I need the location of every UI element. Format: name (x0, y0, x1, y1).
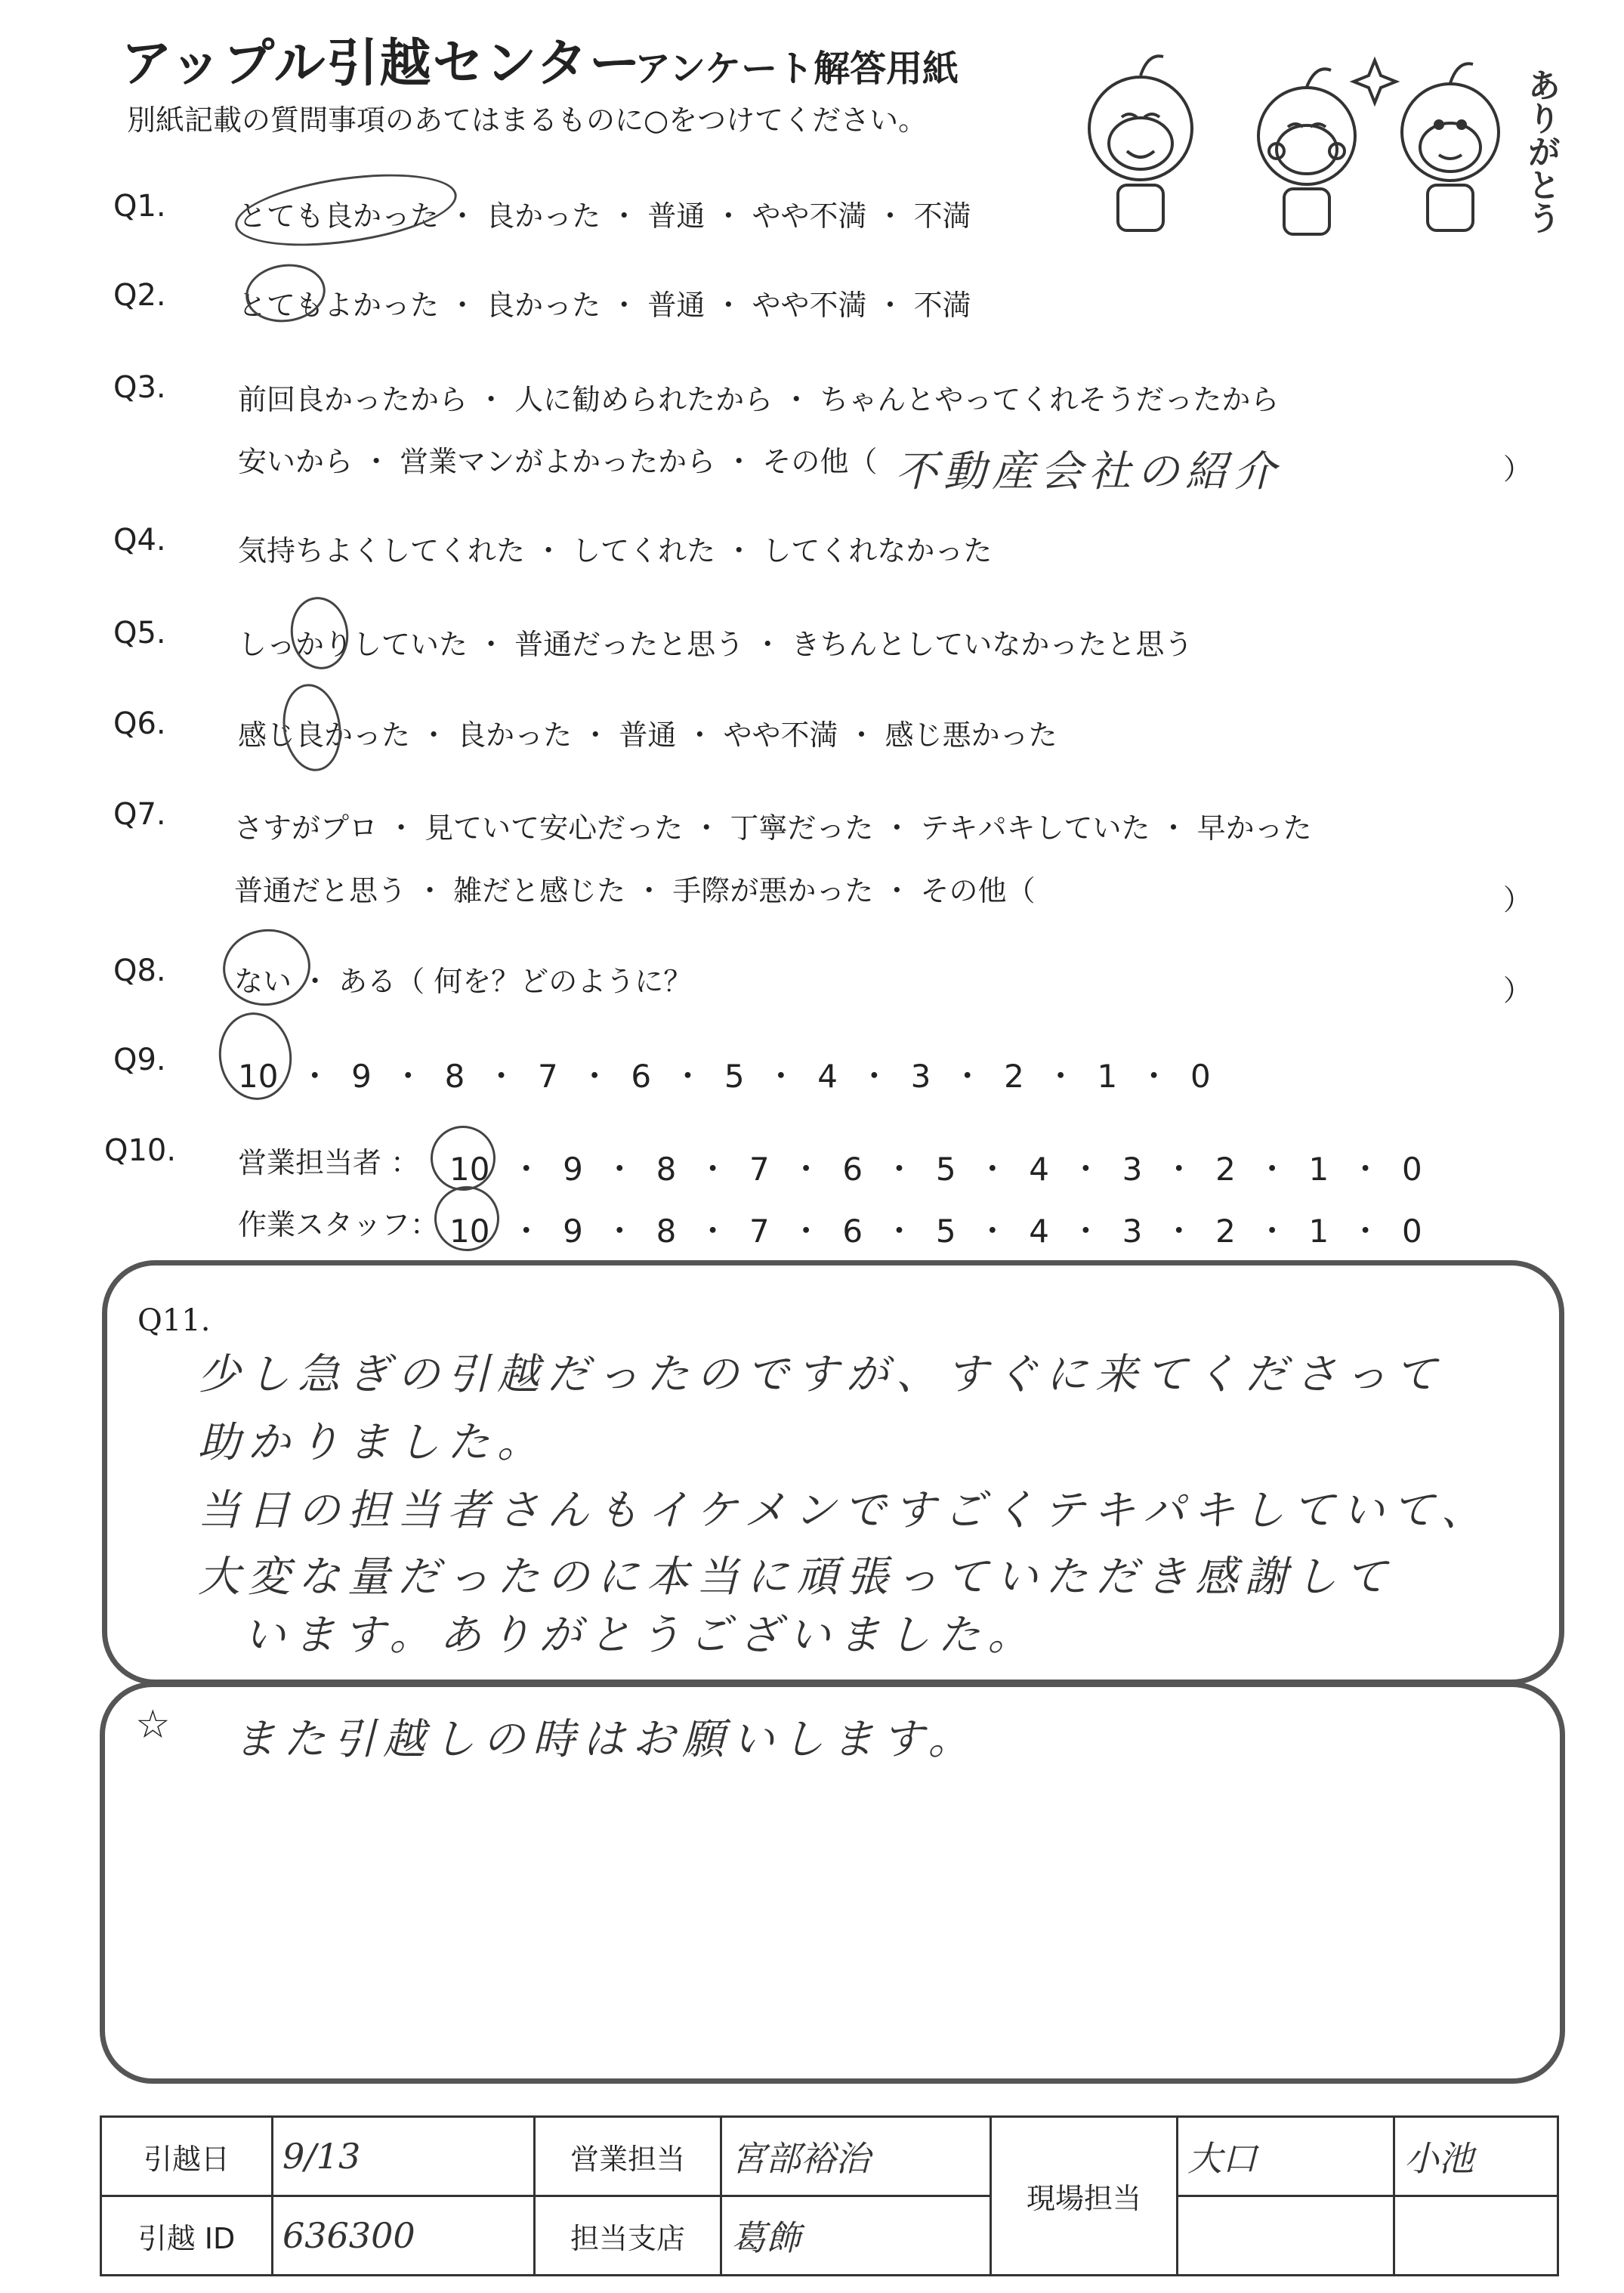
q10-staff-label: 作業スタッフ： (238, 1208, 440, 1241)
q11-comment-box (102, 1260, 1564, 1685)
q6-options: 感じ良かった ・ 良かった ・ 普通 ・ やや不満 ・ 感じ悪かった (238, 718, 1057, 752)
monkey-icon (1402, 63, 1499, 230)
q8-options: ない ・ ある（ 何を？どのように？ (234, 965, 693, 998)
q2-number: Q2. (113, 278, 166, 313)
mascot-text: ありがとう (1521, 68, 1561, 234)
q10-sales-scale: 10 ・ 9 ・ 8 ・ 7 ・ 6 ・ 5 ・ 4 ・ 3 ・ 2 ・ 1 ・ 0 (449, 1151, 1422, 1188)
q1-number: Q1. (113, 189, 166, 224)
move-id-value: 636300 (273, 2196, 535, 2276)
q4-number: Q4. (113, 523, 166, 558)
q11-line-1: 少し急ぎの引越だったのですが、すぐに来てくださって (198, 1350, 1444, 1399)
site-staff-empty-2 (1394, 2196, 1558, 2276)
q1-options: とても良かった ・ 良かった ・ 普通 ・ やや不満 ・ 不満 (238, 199, 971, 233)
q2-options: とてもよかった ・ 良かった ・ 普通 ・ やや不満 ・ 不満 (238, 289, 971, 322)
sparkle-icon (1354, 60, 1396, 103)
q11-line-2: 助かりました。 (198, 1418, 547, 1467)
monkey-icon (1258, 69, 1355, 234)
site-staff-1: 大口 (1178, 2117, 1394, 2196)
star-comment-box (100, 1682, 1565, 2084)
q9-scale: 10 ・ 9 ・ 8 ・ 7 ・ 6 ・ 5 ・ 4 ・ 3 ・ 2 ・ 1 ・ 0 (238, 1058, 1211, 1095)
star-comment-text: また引越しの時はお願いします。 (233, 1715, 978, 1764)
q9-number: Q9. (113, 1043, 166, 1077)
q8-close-paren: ） (1503, 974, 1533, 1007)
site-staff-2: 小池 (1394, 2117, 1558, 2196)
star-icon: ☆ (135, 1702, 171, 1748)
q10-sales-label: 営業担当者 ： (238, 1146, 420, 1179)
form-title: アップル引越センター (121, 34, 642, 94)
q4-options: 気持ちよくしてくれた ・ してくれた ・ してくれなかった (238, 534, 993, 567)
instructions: 別紙記載の質問事項のあてはまるものに○をつけてください。 (127, 104, 928, 137)
sales-name-value: 宮部裕治 (721, 2117, 991, 2196)
form-subtitle: アンケート解答用紙 (634, 48, 959, 90)
q3-close-paren: ） (1503, 453, 1533, 486)
q10-staff-scale: 10 ・ 9 ・ 8 ・ 7 ・ 6 ・ 5 ・ 4 ・ 3 ・ 2 ・ 1 ・ 0 (449, 1213, 1422, 1250)
q7-options-2: 普通だと思う ・ 雑だと感じた ・ 手際が悪かった ・ その他（ (234, 874, 1036, 907)
move-date-value: 9/13 (273, 2117, 535, 2196)
q3-other-text: 不動産会社の紹介 (895, 447, 1282, 496)
q5-options: しっかりしていた ・ 普通だったと思う ・ きちんとしていなかったと思う (238, 628, 1193, 661)
site-label: 現場担当 (991, 2117, 1178, 2276)
q3-options-2: 安いから ・ 営業マンがよかったから ・ その他（ (238, 445, 878, 478)
q3-number: Q3. (113, 370, 166, 405)
monkey-mascots-illustration (1057, 45, 1571, 242)
q11-line-4: 大変な量だったのに本当に頑張っていただき感謝して (198, 1553, 1394, 1602)
q7-options: さすがプロ ・ 見ていて安心だった ・ 丁寧だった ・ テキパキしていた ・ 早かった (234, 811, 1312, 845)
footer-table (100, 2115, 1559, 2276)
move-id-label: 引越 ID (101, 2196, 273, 2276)
q5-number: Q5. (113, 616, 166, 651)
q3-options: 前回良かったから ・ 人に勧められたから ・ ちゃんとやってくれそうだったから (238, 383, 1280, 416)
branch-name-value: 葛飾 (721, 2196, 991, 2276)
q11-line-3: 当日の担当者さんもイケメンですごくテキパキしていて、 (198, 1486, 1491, 1535)
sales-label: 営業担当 (535, 2117, 721, 2196)
q6-number: Q6. (113, 706, 166, 741)
move-date-label: 引越日 (101, 2117, 273, 2196)
q6-answer-circle (277, 680, 346, 774)
q1-answer-circle (230, 162, 461, 258)
monkey-icon (1089, 56, 1192, 230)
site-staff-empty-1 (1178, 2196, 1394, 2276)
q11-label: Q11. (137, 1303, 211, 1338)
q7-number: Q7. (113, 797, 166, 832)
q11-line-5: います。ありがとうございました。 (243, 1611, 1038, 1660)
branch-label: 担当支店 (535, 2196, 721, 2276)
q7-close-paren: ） (1503, 883, 1533, 916)
q10-number: Q10. (104, 1133, 177, 1168)
q8-number: Q8. (113, 953, 166, 988)
